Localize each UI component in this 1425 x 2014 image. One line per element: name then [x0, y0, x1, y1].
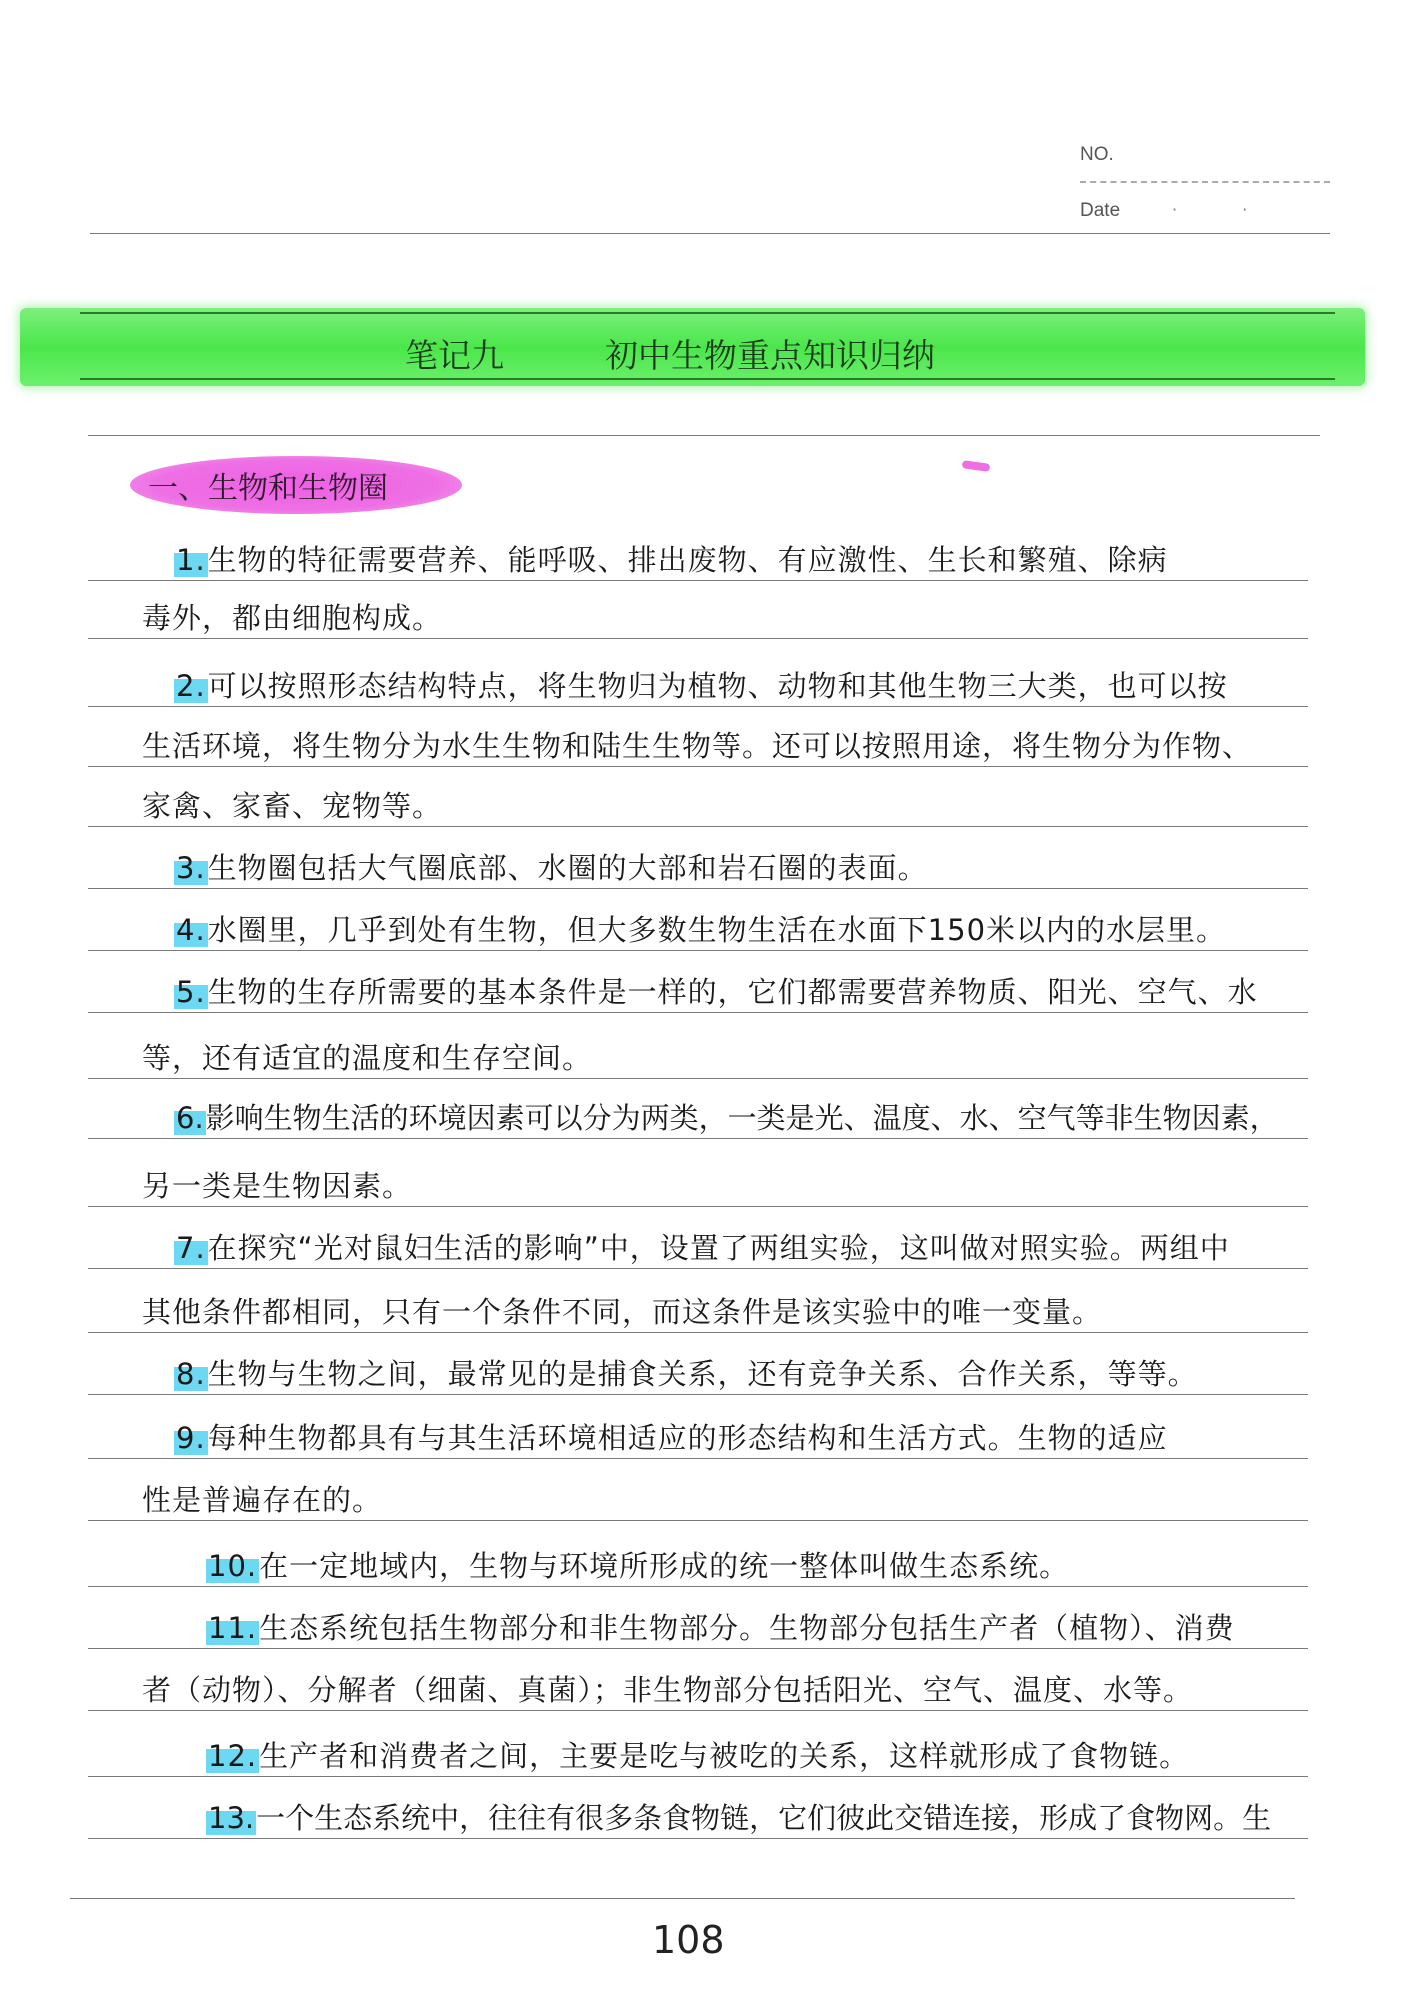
note-text: 者（动物）、分解者（细菌、真菌）；非生物部分包括阳光、空气、温度、水等。	[142, 1673, 1194, 1707]
note-text: 生态系统包括生物部分和非生物部分。生物部分包括生产者（植物）、消费	[259, 1611, 1235, 1645]
ruled-line	[88, 1138, 1308, 1139]
note-text: 生物与生物之间，最常见的是捕食关系，还有竞争关系、合作关系，等等。	[207, 1357, 1198, 1391]
date-separators: · ·	[1172, 200, 1278, 219]
note-line	[174, 1352, 1198, 1393]
no-dashed-line	[1080, 181, 1330, 183]
note-text: 家禽、家畜、宠物等。	[142, 789, 443, 823]
note-line	[174, 664, 1228, 705]
ruled-line	[88, 1520, 1308, 1521]
note-text: 另一类是生物因素。	[142, 1169, 413, 1203]
note-text: 影响生物生活的环境因素可以分为两类，一类是光、温度、水、空气等非生物因素，	[205, 1101, 1279, 1135]
ruled-line	[88, 950, 1308, 951]
note-text: 在一定地域内，生物与环境所形成的统一整体叫做生态系统。	[259, 1549, 1070, 1583]
note-number: 笔记九	[405, 336, 504, 375]
note-text: 生物的特征需要营养、能呼吸、排出废物、有应激性、生长和繁殖、除病	[207, 543, 1168, 577]
note-text: 生物圈包括大气圈底部、水圈的大部和岩石圈的表面。	[207, 851, 928, 885]
item-number: 3.	[176, 851, 206, 885]
ruled-line	[88, 1078, 1308, 1079]
ruled-line	[88, 1776, 1308, 1777]
note-text: 生产者和消费者之间，主要是吃与被吃的关系，这样就形成了食物链。	[259, 1739, 1190, 1773]
note-text: 生活环境，将生物分为水生生物和陆生生物等。还可以按照用途，将生物分为作物、	[142, 729, 1253, 763]
note-text: 每种生物都具有与其生活环境相适应的形态结构和生活方式。生物的适应	[207, 1421, 1168, 1455]
note-line	[174, 970, 1258, 1011]
note-text: 一个生态系统中，往往有很多条食物链，它们彼此交错连接，形成了食物网。生	[256, 1801, 1272, 1835]
ruled-line	[88, 1586, 1308, 1587]
note-line	[142, 1036, 592, 1077]
ruled-line	[88, 1710, 1308, 1711]
note-line	[174, 1416, 1168, 1457]
note-line	[142, 724, 1252, 765]
ruled-line	[88, 1332, 1308, 1333]
item-number: 13.	[208, 1801, 255, 1835]
ruled-line	[88, 1394, 1308, 1395]
note-text: 水圈里，几乎到处有生物，但大多数生物生活在水面下150米以内的水层里。	[207, 913, 1227, 947]
note-text: 其他条件都相同，只有一个条件不同，而这条件是该实验中的唯一变量。	[142, 1295, 1103, 1329]
note-text: 等，还有适宜的温度和生存空间。	[142, 1041, 593, 1075]
note-line	[206, 1734, 1189, 1775]
ruled-line	[88, 706, 1308, 707]
note-line	[142, 1290, 1102, 1331]
ruled-line	[88, 1012, 1308, 1013]
page-number: 108	[652, 1918, 725, 1962]
ruled-line	[88, 1206, 1308, 1207]
item-number: 1.	[176, 543, 206, 577]
pink-marker-dash	[962, 460, 991, 472]
page-title: 初中生物重点知识归纳	[605, 336, 935, 375]
note-line	[206, 1544, 1069, 1585]
item-number: 4.	[176, 913, 206, 947]
ruled-line	[88, 1648, 1308, 1649]
note-text: 毒外，都由细胞构成。	[142, 601, 443, 635]
note-line	[142, 1164, 412, 1205]
ruled-line	[88, 435, 1320, 436]
note-line	[174, 1096, 1279, 1137]
ruled-line	[88, 1268, 1308, 1269]
item-number: 11.	[208, 1611, 258, 1645]
item-number: 12.	[208, 1739, 258, 1773]
item-number: 7.	[176, 1231, 206, 1265]
item-number: 6.	[176, 1101, 204, 1135]
ruled-line	[88, 580, 1308, 581]
ruled-line	[88, 826, 1308, 827]
item-number: 8.	[176, 1357, 206, 1391]
item-number: 2.	[176, 669, 206, 703]
note-line	[174, 538, 1168, 579]
note-text: 性是普遍存在的。	[142, 1483, 383, 1517]
ruled-line	[88, 888, 1308, 889]
ruled-line	[80, 378, 1335, 380]
note-line	[142, 596, 442, 637]
note-line	[206, 1796, 1271, 1837]
note-line	[174, 846, 928, 887]
note-line	[174, 1226, 1230, 1267]
note-line	[174, 908, 1226, 949]
title-highlight	[20, 308, 1365, 386]
ruled-line	[88, 766, 1308, 767]
ruled-line	[88, 1458, 1308, 1459]
note-line	[142, 784, 442, 825]
ruled-line	[90, 233, 1330, 234]
item-number: 5.	[176, 975, 206, 1009]
note-text: 在探究“光对鼠妇生活的影响”中，设置了两组实验，这叫做对照实验。两组中	[207, 1231, 1230, 1265]
item-number: 9.	[176, 1421, 206, 1455]
ruled-line	[80, 312, 1335, 314]
note-text: 生物的生存所需要的基本条件是一样的，它们都需要营养物质、阳光、空气、水	[207, 975, 1258, 1009]
note-text: 可以按照形态结构特点，将生物归为植物、动物和其他生物三大类，也可以按	[207, 669, 1228, 703]
note-line	[206, 1606, 1235, 1647]
ruled-line	[88, 638, 1308, 639]
item-number: 10.	[208, 1549, 258, 1583]
bottom-rule	[70, 1898, 1295, 1899]
note-line	[142, 1668, 1193, 1709]
note-line	[142, 1478, 382, 1519]
section-heading: 一、生物和生物圈	[148, 471, 388, 506]
no-label: NO.	[1080, 144, 1114, 165]
date-label: Date	[1080, 200, 1121, 221]
ruled-line	[88, 1838, 1308, 1839]
